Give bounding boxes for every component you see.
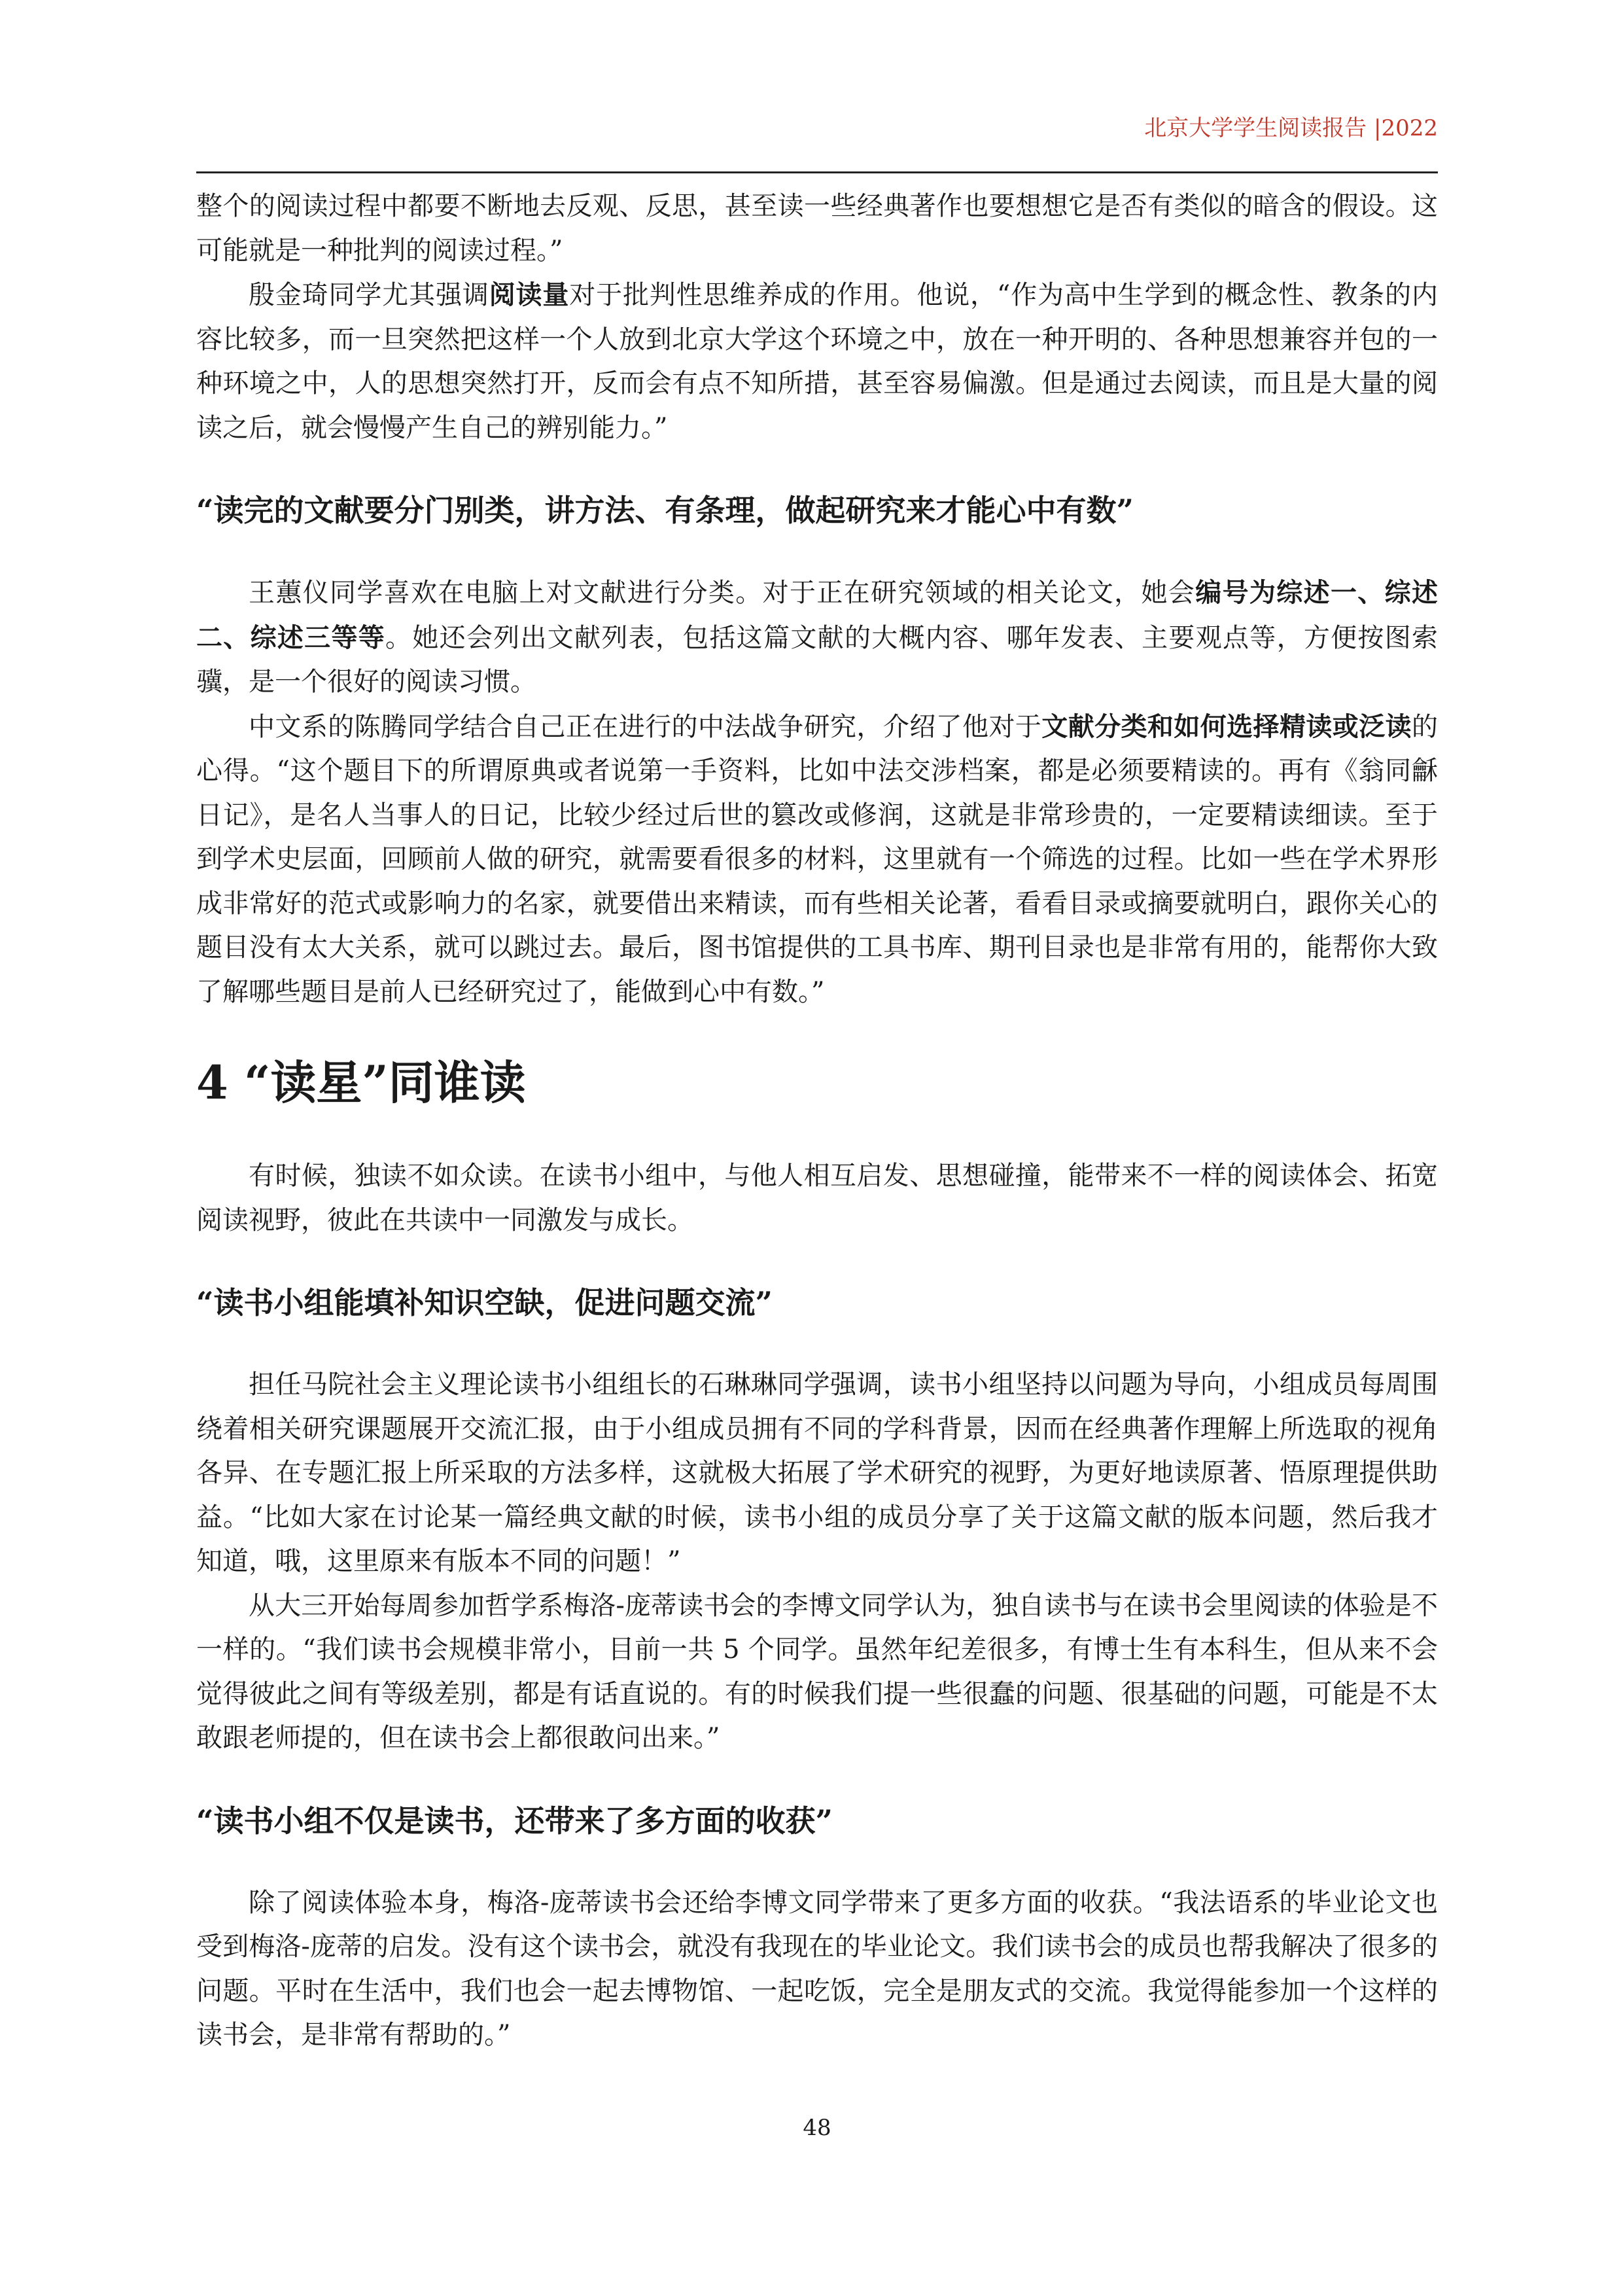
text-run: 殷金琦同学尤其强调 (249, 280, 489, 310)
paragraph-continued: 整个的阅读过程中都要不断地去反观、反思，甚至读一些经典著作也要想想它是否有类似的暗含的假设。这可能就是一种批判的阅读过程。” (196, 191, 1438, 266)
running-header (196, 110, 1438, 142)
emphasis-text: 阅读量 (489, 279, 570, 310)
text-run: 中文系的陈腾同学结合自己正在进行的中法战争研究，介绍了他对于 (249, 711, 1042, 742)
spacer (196, 450, 1438, 491)
text-run: 的心得。“这个题目下的所谓原典或者说第一手资料，比如中法交涉档案，都是必须要精读的。再有《翁同龢日记》，是名人当事人的日记，比较少经过后世的篡改或修润，这就是非常珍贵的，一定要精读细读。至于到学术史层面，回顾前人做的研究，就需要看很多的材料，这里就有一个筛选的过程。比如一些在学术界形成非常好的范式或影响力的名家，就要借出来精读，而有些相关论著，看看目录或摘要就明白，跟你关心的题目没有太大关系，就可以跳过去。最后，图书馆提供的工具书库、期刊目录也是非常有用的，能帮你大致了解哪些题目是前人已经研究过了，能做到心中有数。” (196, 711, 1439, 1007)
paragraph-shi-linlin: 担任马院社会主义理论读书小组组长的石琳琳同学强调，读书小组坚持以问题为导向，小组成员每周围绕着相关研究课题展开交流汇报，由于小组成员拥有不同的学科背景，因而在经典著作理解上所选取的视角各异、在专题汇报上所采取的方法多样，这就极大拓展了学术研究的视野，为更好地读原著、悟原理提供助益。“比如大家在讨论某一篇经典文献的时候，读书小组的成员分享了关于这篇文献的版本问题，然后我才知道，哦，这里原来有版本不同的问题！” (196, 1369, 1438, 1576)
spacer (196, 1841, 1438, 1881)
paragraph-li-bowen: 从大三开始每周参加哲学系梅洛-庞蒂读书会的李博文同学认为，独自读书与在读书会里阅读的体验是不一样的。“我们读书会规模非常小，目前一共 5 个同学。虽然年纪差很多，有博士生有本科生，但从来不会觉得彼此之间有等级差别，都是有话直说的。有的时候我们提一些很蠢的问题、很基础的问题，可能是不太敢跟老师提的，但在读书会上都很敢问出来。” (196, 1590, 1438, 1753)
header-title: 北京大学学生阅读报告 (1144, 115, 1367, 141)
spacer (196, 1014, 1438, 1053)
paragraph-gains: 除了阅读体验本身，梅洛-庞蒂读书会还给李博文同学带来了更多方面的收获。“我法语系的毕业论文也受到梅洛-庞蒂的启发。没有这个读书会，就没有我现在的毕业论文。我们读书会的成员也帮我解决了很多的问题。平时在生活中，我们也会一起去博物馆、一起吃饭，完全是朋友式的交流。我觉得能参加一个这样的读书会，是非常有帮助的。” (196, 1887, 1438, 2050)
paragraph-wang-huiyi (196, 571, 1438, 705)
header-rule (196, 171, 1438, 173)
subheading-reading-group: “读书小组能填补知识空缺，促进问题交流” (196, 1285, 773, 1320)
subheading-gains: “读书小组不仅是读书，还带来了多方面的收获” (196, 1803, 833, 1839)
spacer (196, 1243, 1438, 1283)
subheading-literature: “读完的文献要分门别类，讲方法、有条理，做起研究来才能心中有数” (196, 493, 1134, 528)
paragraph-chen-teng (196, 705, 1438, 1015)
header-year: 2022 (1381, 115, 1438, 141)
emphasis-text: 编号为综述一、综述二、综述三等等 (196, 577, 1439, 653)
text-run: 王蕙仪同学喜欢在电脑上对文献进行分类。对于正在研究领域的相关论文，她会 (249, 578, 1196, 608)
paragraph-intro: 有时候，独读不如众读。在读书小组中，与他人相互启发、思想碰撞，能带来不一样的阅读体会、拓宽阅读视野，彼此在共读中一同激发与成长。 (196, 1161, 1438, 1235)
spacer (196, 1322, 1438, 1363)
spacer (196, 530, 1438, 571)
emphasis-text: 文献分类和如何选择精读或泛读 (1041, 711, 1412, 742)
spacer (196, 1761, 1438, 1801)
page-body (196, 185, 1438, 2058)
section-heading: 4 “读星”同谁读 (196, 1055, 526, 1110)
text-run: 对于批判性思维养成的作用。他说，“作为高中生学到的概念性、教条的内容比较多，而一旦突然把这样一个人放到北京大学这个环境之中，放在一种开明的、各种思想兼容并包的一种环境之中，人的思想突然打开，反而会有点不知所措，甚至容易偏激。但是通过去阅读，而且是大量的阅读之后，就会慢慢产生自己的辨别能力。” (196, 280, 1439, 443)
text-run: 。她还会列出文献列表，包括这篇文献的大概内容、哪年发表、主要观点等，方便按图索骥，是一个很好的阅读习惯。 (196, 622, 1439, 697)
spacer (196, 1112, 1438, 1154)
paragraph-yin-jinqi (196, 273, 1438, 450)
page-number: 48 (803, 2115, 831, 2141)
header-separator: | (1374, 115, 1382, 141)
